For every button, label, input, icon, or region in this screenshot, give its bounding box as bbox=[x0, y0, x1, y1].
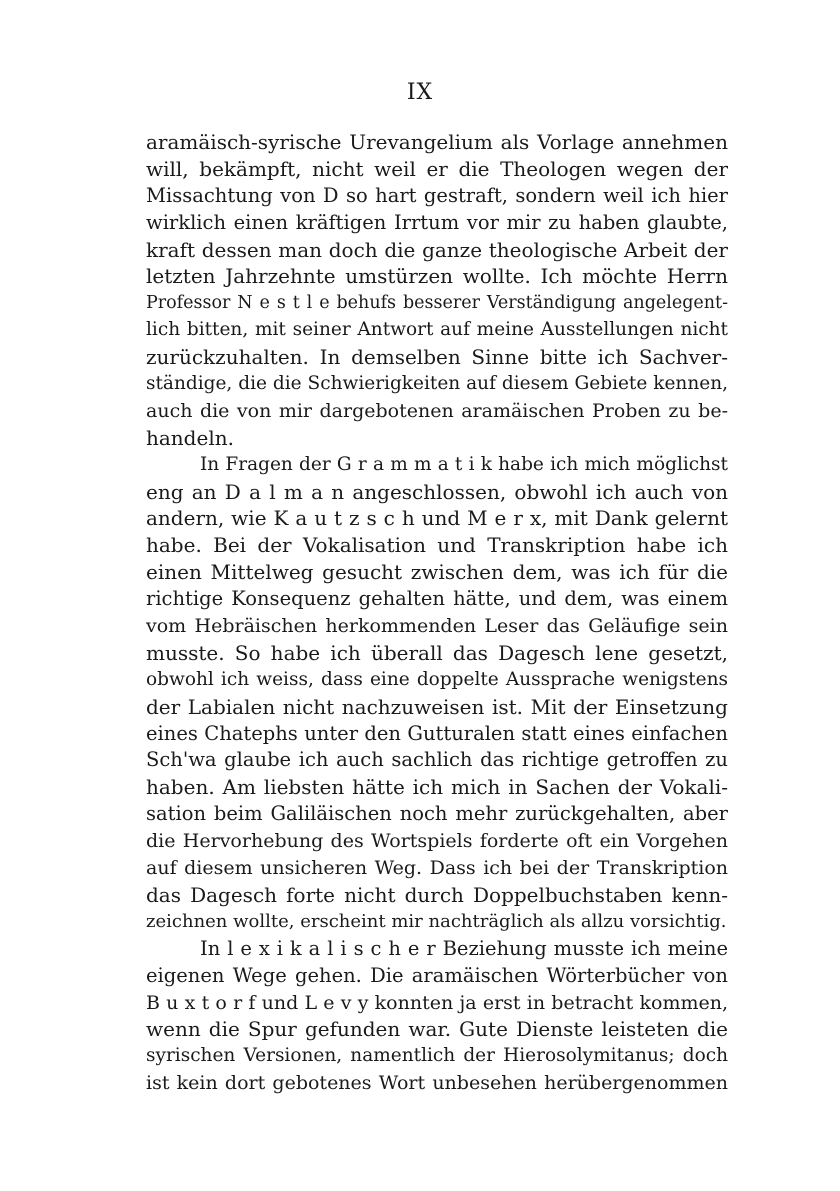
text-line: musste. So habe ich überall das Dagesch lene gesetzt, bbox=[146, 640, 728, 665]
text-line: richtige Konsequenz gehalten hätte, und dem, was einem bbox=[146, 587, 728, 611]
text-line: aramäisch-syrische Urevangelium als Vorlage annehmen bbox=[146, 130, 728, 154]
text-line: Sch'wa glaube ich auch sachlich das richtige getroffen zu bbox=[146, 748, 728, 772]
text-line: auf diesem unsicheren Weg. Dass ich bei der Transkription bbox=[146, 857, 728, 880]
text-line: das Dagesch forte nicht durch Doppelbuchstaben kenn- bbox=[146, 882, 728, 907]
body-text bbox=[146, 129, 728, 1097]
text-line: will, bekämpft, nicht weil er die Theologen wegen der bbox=[146, 156, 728, 181]
text-line: kraft dessen man doch die ganze theologische Arbeit der bbox=[146, 237, 728, 262]
text-line: andern, wie K a u t z s c h und M e r x, mit Dank gelernt bbox=[146, 506, 728, 531]
text-line: eines Chatephs unter den Gutturalen statt eines einfachen bbox=[146, 721, 728, 745]
text-line: auch die von mir dargebotenen aramäischen Proben zu be- bbox=[146, 399, 728, 422]
text-line: Missachtung von D so hart gestraft, sondern weil ich hier bbox=[146, 183, 728, 207]
text-line: einen Mittelweg gesucht zwischen dem, was ich für die bbox=[146, 560, 728, 585]
text-line: ist kein dort gebotenes Wort unbesehen herübergenommen bbox=[146, 1072, 728, 1095]
text-line: der Labialen nicht nachzuweisen ist. Mit der Einsetzung bbox=[146, 694, 728, 719]
text-line: wirklich einen kräftigen Irrtum vor mir zu haben glaubte, bbox=[146, 210, 728, 234]
text-line: habe. Bei der Vokalisation und Transkription habe ich bbox=[146, 533, 728, 558]
text-line: In l e x i k a l i s c h e r Beziehung musste ich meine bbox=[200, 936, 728, 960]
text-line: sation beim Galiläischen noch mehr zurückgehalten, aber bbox=[146, 802, 728, 826]
text-line: B u x t o r f und L e v y konnten ja erst in betracht kommen, bbox=[146, 991, 728, 1014]
text-line: obwohl ich weiss, dass eine doppelte Aussprache wenigstens bbox=[146, 668, 728, 690]
text-line: Professor N e s t l e behufs besserer Verständigung angelegent- bbox=[146, 293, 728, 314]
text-line: vom Hebräischen herkommenden Leser das Geläufige sein bbox=[146, 615, 728, 638]
text-line: syrischen Versionen, namentlich der Hierosolymitanus; doch bbox=[146, 1045, 728, 1067]
text-line: zurückzuhalten. In demselben Sinne bitte ich Sachver- bbox=[146, 345, 728, 370]
text-line: handeln. bbox=[146, 425, 234, 450]
text-line: wenn die Spur gefunden war. Gute Dienste leisteten die bbox=[146, 1017, 728, 1042]
text-line: lich bitten, mit seiner Antwort auf meine Ausstellungen nicht bbox=[146, 319, 728, 341]
text-line: ständige, die die Schwierigkeiten auf diesem Gebiete kennen, bbox=[146, 373, 728, 395]
text-line: In Fragen der G r a m m a t i k habe ich mich möglichst bbox=[200, 453, 728, 475]
text-line: zeichnen wollte, erscheint mir nachträglich als allzu vorsichtig. bbox=[146, 910, 727, 932]
text-line: die Hervorhebung des Wortspiels forderte oft ein Vorgehen bbox=[146, 830, 728, 853]
text-line: eng an D a l m a n angeschlossen, obwohl ich auch von bbox=[146, 479, 728, 504]
page-number: IX bbox=[406, 80, 434, 105]
text-line: letzten Jahrzehnte umstürzen wollte. Ich möchte Herrn bbox=[146, 264, 728, 289]
text-line: haben. Am liebsten hätte ich mich in Sachen der Vokali- bbox=[146, 775, 728, 800]
text-line: eigenen Wege gehen. Die aramäischen Wörterbücher von bbox=[146, 963, 728, 987]
